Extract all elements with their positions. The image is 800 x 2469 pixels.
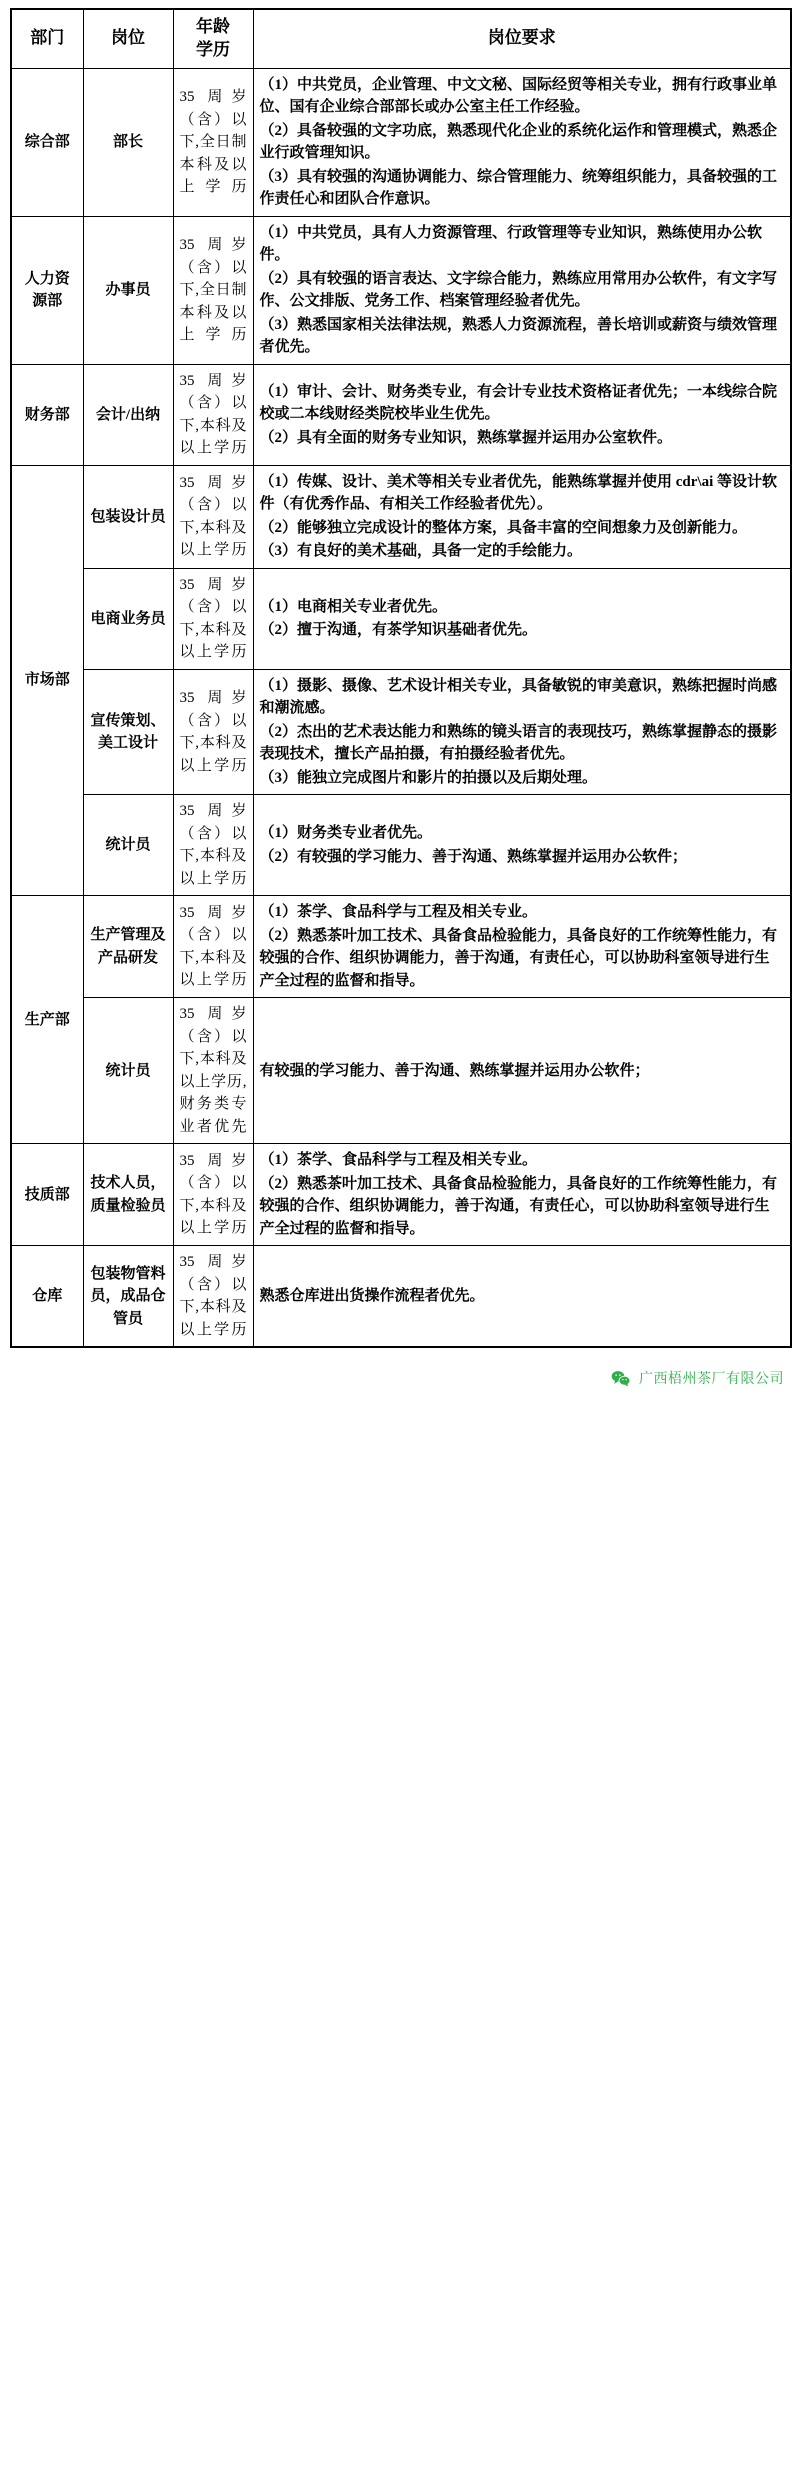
cell-department: 市场部 [11,465,83,896]
requirement-line: （1）茶学、食品科学与工程及相关专业。 [259,1152,538,1169]
wechat-icon [611,1370,631,1387]
cell-requirements [253,896,791,998]
requirement-line: （3）能独立完成图片和影片的拍摄以及后期处理。 [259,769,598,786]
requirement-line: （2）有较强的学习能力、善于沟通、熟练掌握并运用办公软件； [259,848,688,865]
cell-requirements [253,669,791,795]
cell-age-education: 35 周岁（含）以下,本科及以上学历, 财务类专业者优先 [173,998,253,1144]
column-header-age: 年龄 [196,17,230,36]
cell-position: 统计员 [83,998,173,1144]
cell-age-education: 35 周岁（含）以下,本科及以上学历 [173,364,253,465]
requirement-line: 熟悉仓库进出货操作流程者优先。 [259,1288,485,1305]
table-row [11,364,791,465]
table-row [11,216,791,364]
wechat-account-name: 广西梧州茶厂有限公司 [639,1370,784,1387]
requirement-line: （2）熟悉茶叶加工技术、具备食品检验能力，具备良好的工作统筹性能力，有较强的合作、组织协调能力，善于沟通，有责任心，可以协助科室领导进行生产全过程的监督和指导。 [259,927,778,989]
requirement-line: （1）传媒、设计、美术等相关专业者优先，能熟练掌握并使用 cdr\ai 等设计软件（有优秀作品、有相关工作经验者优先）。 [259,473,777,513]
cell-department: 财务部 [11,364,83,465]
requirement-line: （1）中共党员，企业管理、中文文秘、国际经贸等相关专业，拥有行政事业单位、国有企业综合部部长或办公室主任工作经验。 [259,76,778,116]
cell-position: 包装物管料员，成品仓管员 [83,1246,173,1348]
table-row [11,568,791,669]
cell-age-education: 35 周岁（含）以下,本科及以上学历 [173,1246,253,1348]
requirement-line: （1）审计、会计、财务类专业，有会计专业技术资格证者优先；一本线综合院校或二本线财经类院校毕业生优先。 [259,383,778,423]
table-body [11,68,791,1347]
cell-requirements [253,1246,791,1348]
requirement-line: （1）茶学、食品科学与工程及相关专业。 [259,904,538,921]
cell-age-education: 35 周岁（含）以下,本科及以上学历 [173,795,253,896]
cell-requirements [253,568,791,669]
table-row [11,669,791,795]
table-row [11,998,791,1144]
table-row [11,68,791,216]
requirement-line: （1）财务类专业者优先。 [259,825,433,842]
requirement-line: （3）有良好的美术基础，具备一定的手绘能力。 [259,543,583,560]
requirement-line: （2）能够独立完成设计的整体方案，具备丰富的空间想象力及创新能力。 [259,519,748,536]
requirement-line: （1）电商相关专业者优先。 [259,598,448,615]
cell-department: 技质部 [11,1144,83,1246]
column-header-age-education [173,9,253,68]
cell-requirements [253,795,791,896]
table-row [11,795,791,896]
cell-position: 宣传策划、美工设计 [83,669,173,795]
cell-position: 部长 [83,68,173,216]
cell-department: 人力资源部 [11,216,83,364]
table-header-row [11,9,791,68]
cell-department: 仓库 [11,1246,83,1348]
requirement-line: （3）具有较强的沟通协调能力、综合管理能力、统筹组织能力，具备较强的工作责任心和团队合作意识。 [259,168,778,208]
recruitment-table [10,8,792,1348]
column-header-position: 岗位 [83,9,173,68]
requirement-line: （2）杰出的艺术表达能力和熟练的镜头语言的表现技巧，熟练掌握静态的摄影表现技术，擅长产品拍摄，有拍摄经验者优先。 [259,723,778,763]
footer-bar [0,1358,800,1400]
column-header-requirements: 岗位要求 [253,9,791,68]
column-header-education: 学历 [196,39,230,59]
table-row [11,1246,791,1348]
cell-position: 会计/出纳 [83,364,173,465]
cell-requirements [253,1144,791,1246]
cell-position: 办事员 [83,216,173,364]
requirement-line: （1）中共党员，具有人力资源管理、行政管理等专业知识，熟练使用办公软件。 [259,224,763,264]
cell-requirements [253,216,791,364]
table-row [11,465,791,568]
cell-age-education: 35 周岁（含）以下,本科及以上学历 [173,465,253,568]
cell-requirements [253,998,791,1144]
cell-requirements [253,364,791,465]
cell-position: 统计员 [83,795,173,896]
cell-age-education: 35 周岁（含）以下,本科及以上学历 [173,1144,253,1246]
requirement-line: （2）熟悉茶叶加工技术、具备食品检验能力，具备良好的工作统筹性能力，有较强的合作、组织协调能力，善于沟通，有责任心，可以协助科室领导进行生产全过程的监督和指导。 [259,1175,778,1237]
requirement-line: （2）具备较强的文字功底，熟悉现代化企业的系统化运作和管理模式，熟悉企业行政管理知识。 [259,122,778,162]
cell-age-education: 35 周岁（含）以下,本科及以上学历 [173,568,253,669]
requirement-line: （3）熟悉国家相关法律法规，熟悉人力资源流程，善长培训或薪资与绩效管理者优先。 [259,316,778,356]
requirement-line: （1）摄影、摄像、艺术设计相关专业，具备敏锐的审美意识，熟练把握时尚感和潮流感。 [259,677,778,717]
table-header [11,9,791,68]
requirement-line: （2）具有较强的语言表达、文字综合能力，熟练应用常用办公软件，有文字写作、公文排版、党务工作、档案管理经验者优先。 [259,270,778,310]
cell-age-education: 35 周岁（含）以下,本科及以上学历 [173,896,253,998]
cell-position: 电商业务员 [83,568,173,669]
cell-position: 生产管理及产品研发 [83,896,173,998]
table-row [11,1144,791,1246]
column-header-department: 部门 [11,9,83,68]
requirement-line: （2）具有全面的财务专业知识，熟练掌握并运用办公室软件。 [259,429,673,446]
cell-department: 生产部 [11,896,83,1144]
cell-position: 技术人员，质量检验员 [83,1144,173,1246]
cell-requirements [253,68,791,216]
cell-age-education: 35 周岁（含）以下,全日制本科及以上学历 [173,216,253,364]
requirement-line: （2）擅于沟通，有茶学知识基础者优先。 [259,622,538,639]
requirement-line: 有较强的学习能力、善于沟通、熟练掌握并运用办公软件； [259,1062,650,1079]
cell-department: 综合部 [11,68,83,216]
cell-position: 包装设计员 [83,465,173,568]
cell-age-education: 35 周岁（含）以下,本科及以上学历 [173,669,253,795]
cell-requirements [253,465,791,568]
cell-age-education: 35 周岁（含）以下,全日制本科及以上学历 [173,68,253,216]
table-row [11,896,791,998]
